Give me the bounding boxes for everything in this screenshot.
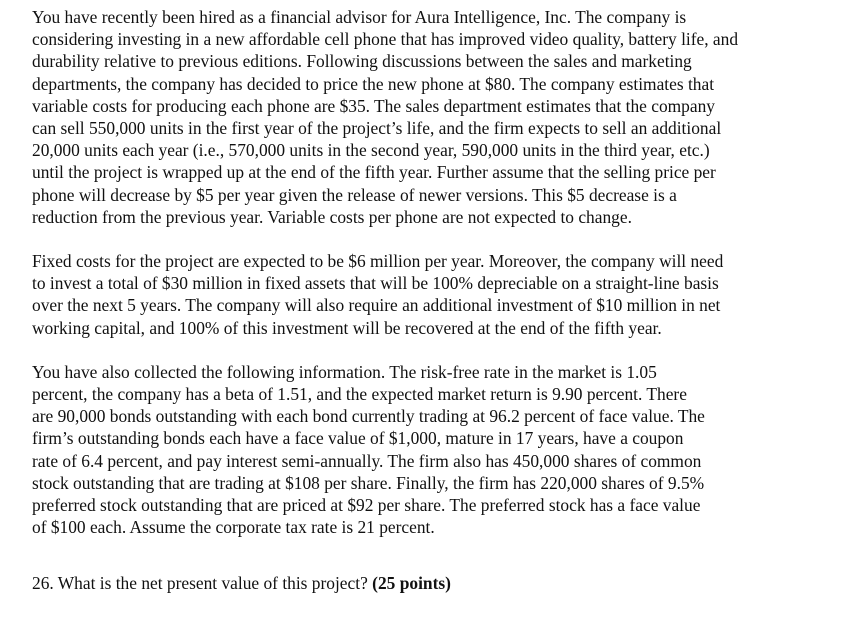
question-points: (25 points) — [372, 573, 451, 594]
text-line: reduction from the previous year. Variable costs per phone are not expected to change. — [32, 206, 632, 227]
text-line: Fixed costs for the project are expected to be $6 million per year. Moreover, the company will need — [32, 251, 724, 272]
text-line: firm’s outstanding bonds each have a face value of $1,000, mature in 17 years, have a coupon — [32, 428, 684, 449]
text-line: rate of 6.4 percent, and pay interest semi-annually. The firm also has 450,000 shares of common — [32, 450, 702, 471]
text-line: 20,000 units each year (i.e., 570,000 units in the second year, 590,000 units in the third year, etc.) — [32, 140, 710, 161]
text-line: stock outstanding that are trading at $108 per share. Finally, the firm has 220,000 shares of 9.5% — [32, 472, 705, 493]
paragraph-project-description — [32, 6, 828, 228]
paragraph-spacer — [32, 228, 828, 250]
text-line: durability relative to previous editions. Following discussions between the sales and marketing — [32, 51, 692, 72]
paragraph-capital-structure — [32, 361, 828, 539]
text-line: variable costs for producing each phone are $35. The sales department estimates that the company — [32, 95, 715, 116]
text-line: departments, the company has decided to price the new phone at $80. The company estimates that — [32, 73, 715, 94]
question-text: 26. What is the net present value of this project? — [32, 573, 368, 594]
paragraph-spacer — [32, 538, 828, 572]
paragraph-spacer — [32, 339, 828, 361]
text-line: to invest a total of $30 million in fixed assets that will be 100% depreciable on a straight-line basis — [32, 273, 719, 294]
text-line: You have also collected the following information. The risk-free rate in the market is 1.05 — [32, 361, 657, 382]
text-line: phone will decrease by $5 per year given the release of newer versions. This $5 decrease is a — [32, 184, 677, 205]
text-line: You have recently been hired as a financial advisor for Aura Intelligence, Inc. The company is — [32, 7, 687, 27]
text-line: percent, the company has a beta of 1.51, and the expected market return is 9.90 percent. There — [32, 384, 687, 405]
text-line: over the next 5 years. The company will also require an additional investment of $10 million in net — [32, 295, 721, 316]
text-line: are 90,000 bonds outstanding with each bond currently trading at 96.2 percent of face value. The — [32, 406, 705, 427]
document-page — [32, 6, 828, 595]
text-line: can sell 550,000 units in the first year of the project’s life, and the firm expects to sell an additional — [32, 118, 722, 139]
text-line: working capital, and 100% of this investment will be recovered at the end of the fifth year. — [32, 317, 662, 338]
text-line: until the project is wrapped up at the end of the fifth year. Further assume that the selling price per — [32, 162, 716, 183]
text-line: considering investing in a new affordable cell phone that has improved video quality, battery life, and — [32, 29, 739, 50]
paragraph-fixed-costs — [32, 250, 828, 339]
text-line: of $100 each. Assume the corporate tax rate is 21 percent. — [32, 517, 435, 538]
text-line: preferred stock outstanding that are priced at $92 per share. The preferred stock has a face value — [32, 495, 701, 516]
question — [32, 572, 828, 594]
